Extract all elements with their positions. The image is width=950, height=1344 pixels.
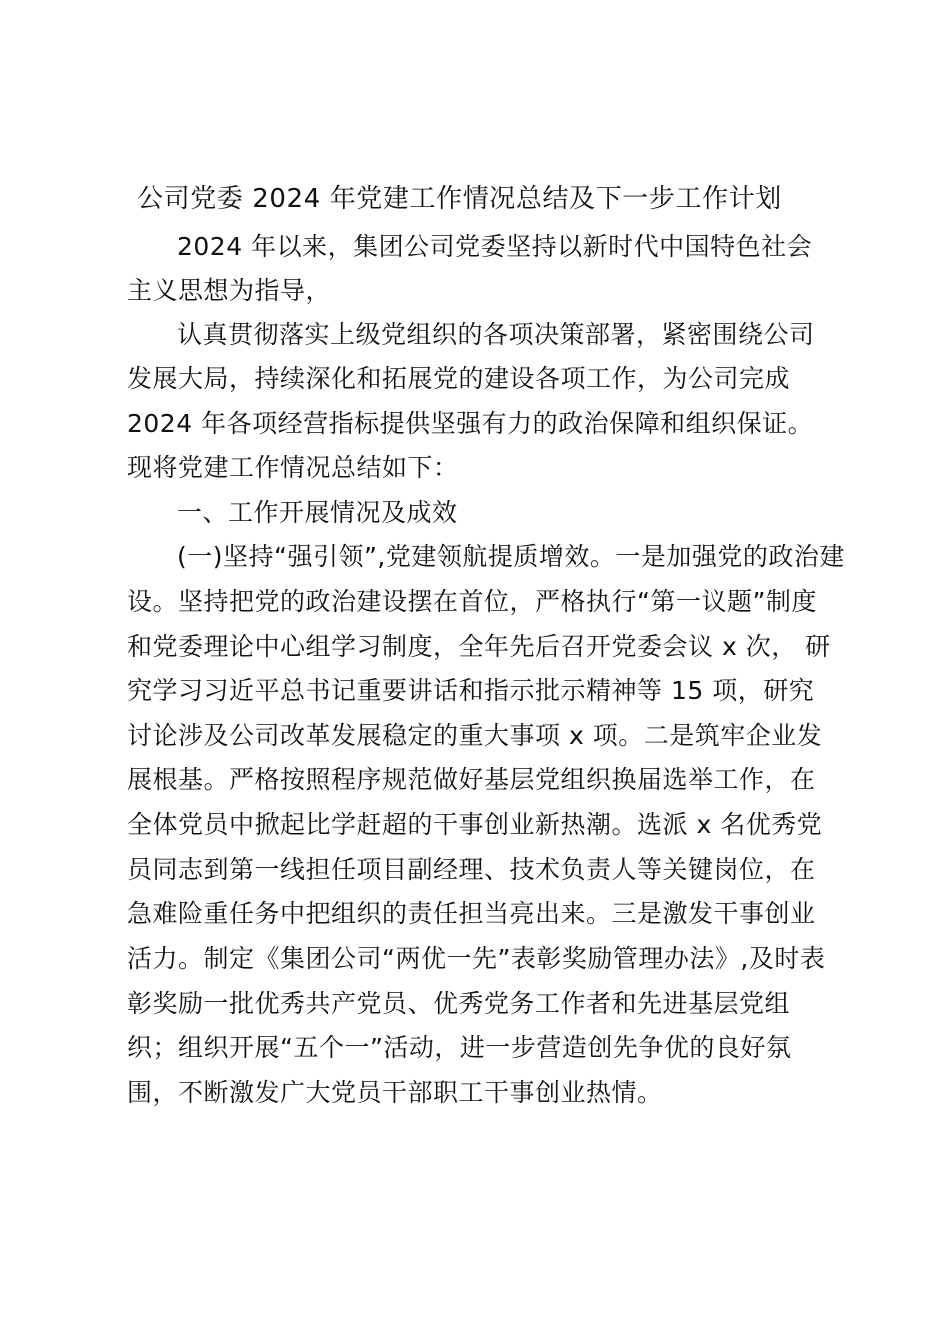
section-heading: 一、工作开展情况及成效 (177, 498, 458, 527)
paragraph-line: 围，不断激发广大党员干部职工干事创业热情。 (127, 1078, 663, 1107)
paragraph-line: 认真贯彻落实上级党组织的各项决策部署，紧密围绕公司 (177, 320, 815, 349)
paragraph-line: 全体党员中掀起比学赶超的干事创业新热潮。选派 x 名优秀党 (127, 810, 823, 839)
document-title: 公司党委 2024 年党建工作情况总结及下一步工作计划 (137, 184, 782, 214)
paragraph-line: 主义思想为指导， (127, 276, 332, 305)
paragraph-line: 织；组织开展“五个一”活动，进一步营造创先争优的良好氛 (127, 1033, 792, 1062)
paragraph-line: 2024 年以来，集团公司党委坚持以新时代中国特色社会 (177, 232, 813, 261)
paragraph-line: 彰奖励一批优秀共产党员、优秀党务工作者和先进基层党组 (127, 989, 791, 1018)
paragraph-line: 2024 年各项经营指标提供坚强有力的政治保障和组织保证。 (127, 409, 814, 438)
paragraph-line: 现将党建工作情况总结如下： (127, 453, 459, 482)
paragraph-line: 员同志到第一线担任项目副经理、技术负责人等关键岗位，在 (127, 855, 816, 884)
paragraph-line: (一)坚持“强引领”,党建领航提质增效。一是加强党的政治建 (177, 542, 845, 571)
paragraph-line: 究学习习近平总书记重要讲话和指示批示精神等 15 项，研究 (127, 676, 815, 705)
paragraph-line: 展根基。严格按照程序规范做好基层党组织换届选举工作，在 (127, 765, 816, 794)
paragraph-line: 活力。制定《集团公司“两优一先”表彰奖励管理办法》,及时表 (127, 944, 826, 973)
paragraph-line: 和党委理论中心组学习制度，全年先后召开党委会议 x 次， 研 (127, 632, 831, 661)
paragraph-line: 发展大局，持续深化和拓展党的建设各项工作，为公司完成 (127, 364, 791, 393)
paragraph-line: 设。坚持把党的政治建设摆在首位，严格执行“第一议题”制度 (127, 587, 817, 616)
paragraph-line: 急难险重任务中把组织的责任担当亮出来。三是激发干事创业 (127, 899, 816, 928)
paragraph-line: 讨论涉及公司改革发展稳定的重大事项 x 项。二是筑牢企业发 (127, 721, 823, 750)
